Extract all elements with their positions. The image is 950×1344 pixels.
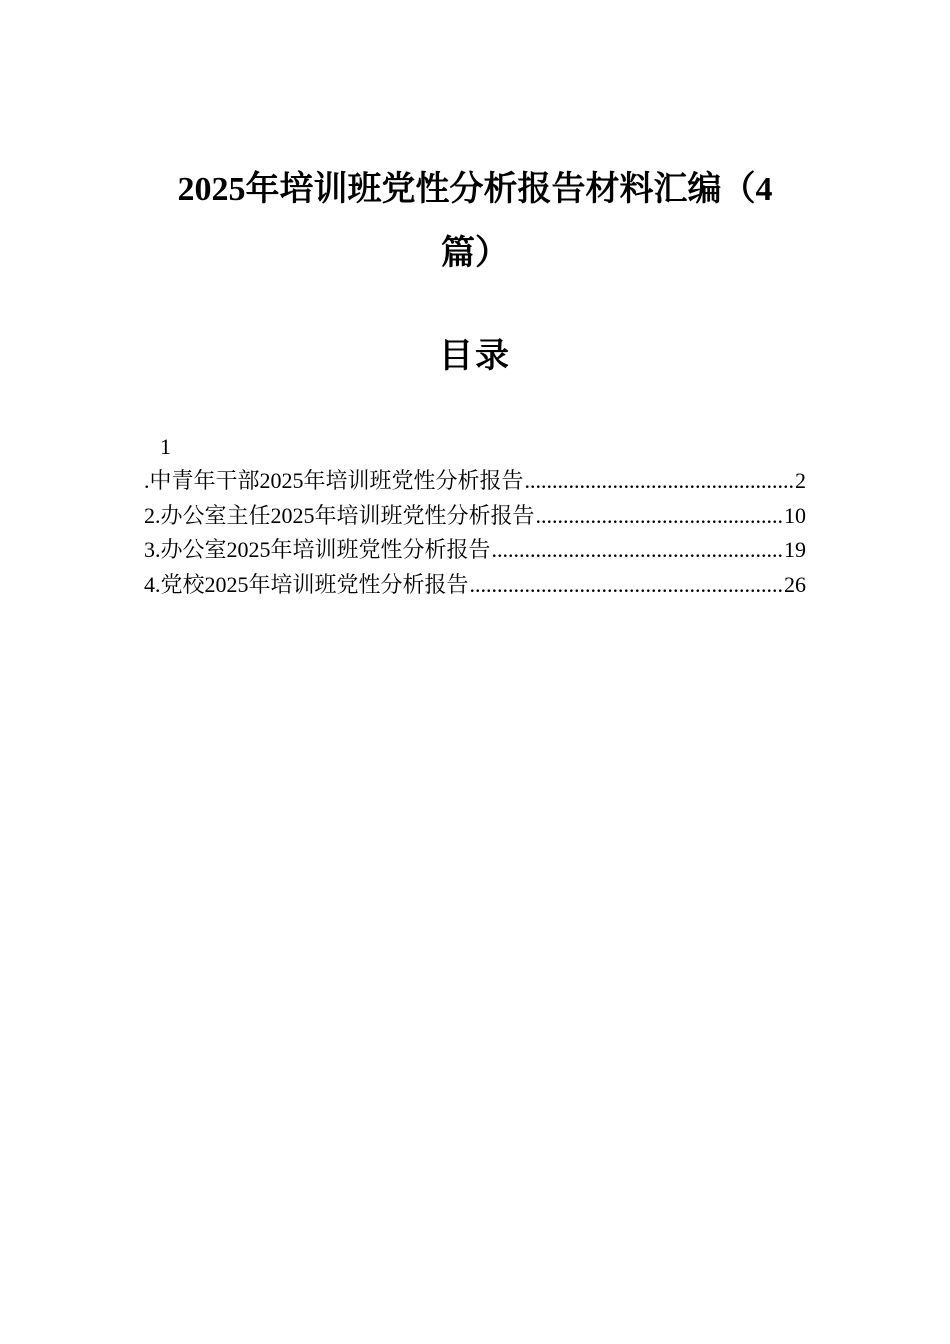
toc-item-3[interactable] (144, 533, 806, 568)
toc-leader-dots (470, 568, 783, 603)
table-of-contents (144, 430, 806, 602)
toc-leader-dots (536, 499, 783, 534)
toc-item-4[interactable] (144, 568, 806, 603)
toc-leader-dots (525, 464, 794, 499)
document-title-line-2: 篇） (441, 235, 509, 272)
toc-item-2[interactable] (144, 499, 806, 534)
toc-leader-dots (492, 533, 783, 568)
toc-item-label: 3.办公室2025年培训班党性分析报告 (144, 537, 491, 562)
document-title (0, 158, 950, 286)
toc-item-label: .中青年干部2025年培训班党性分析报告 (144, 468, 524, 493)
toc-item-1-number: 1 (160, 434, 171, 459)
toc-item-page: 10 (784, 502, 806, 528)
toc-item-page: 26 (784, 571, 806, 597)
document-title-line-1: 2025年培训班党性分析报告材料汇编（4 (177, 171, 773, 208)
toc-heading: 目录 (439, 338, 511, 375)
toc-item-page: 2 (795, 468, 806, 493)
toc-item-label: 4.党校2025年培训班党性分析报告 (144, 571, 469, 597)
toc-item-page: 19 (784, 537, 806, 562)
toc-item-label: 2.办公室主任2025年培训班党性分析报告 (144, 502, 535, 528)
toc-item-1[interactable] (144, 464, 806, 499)
